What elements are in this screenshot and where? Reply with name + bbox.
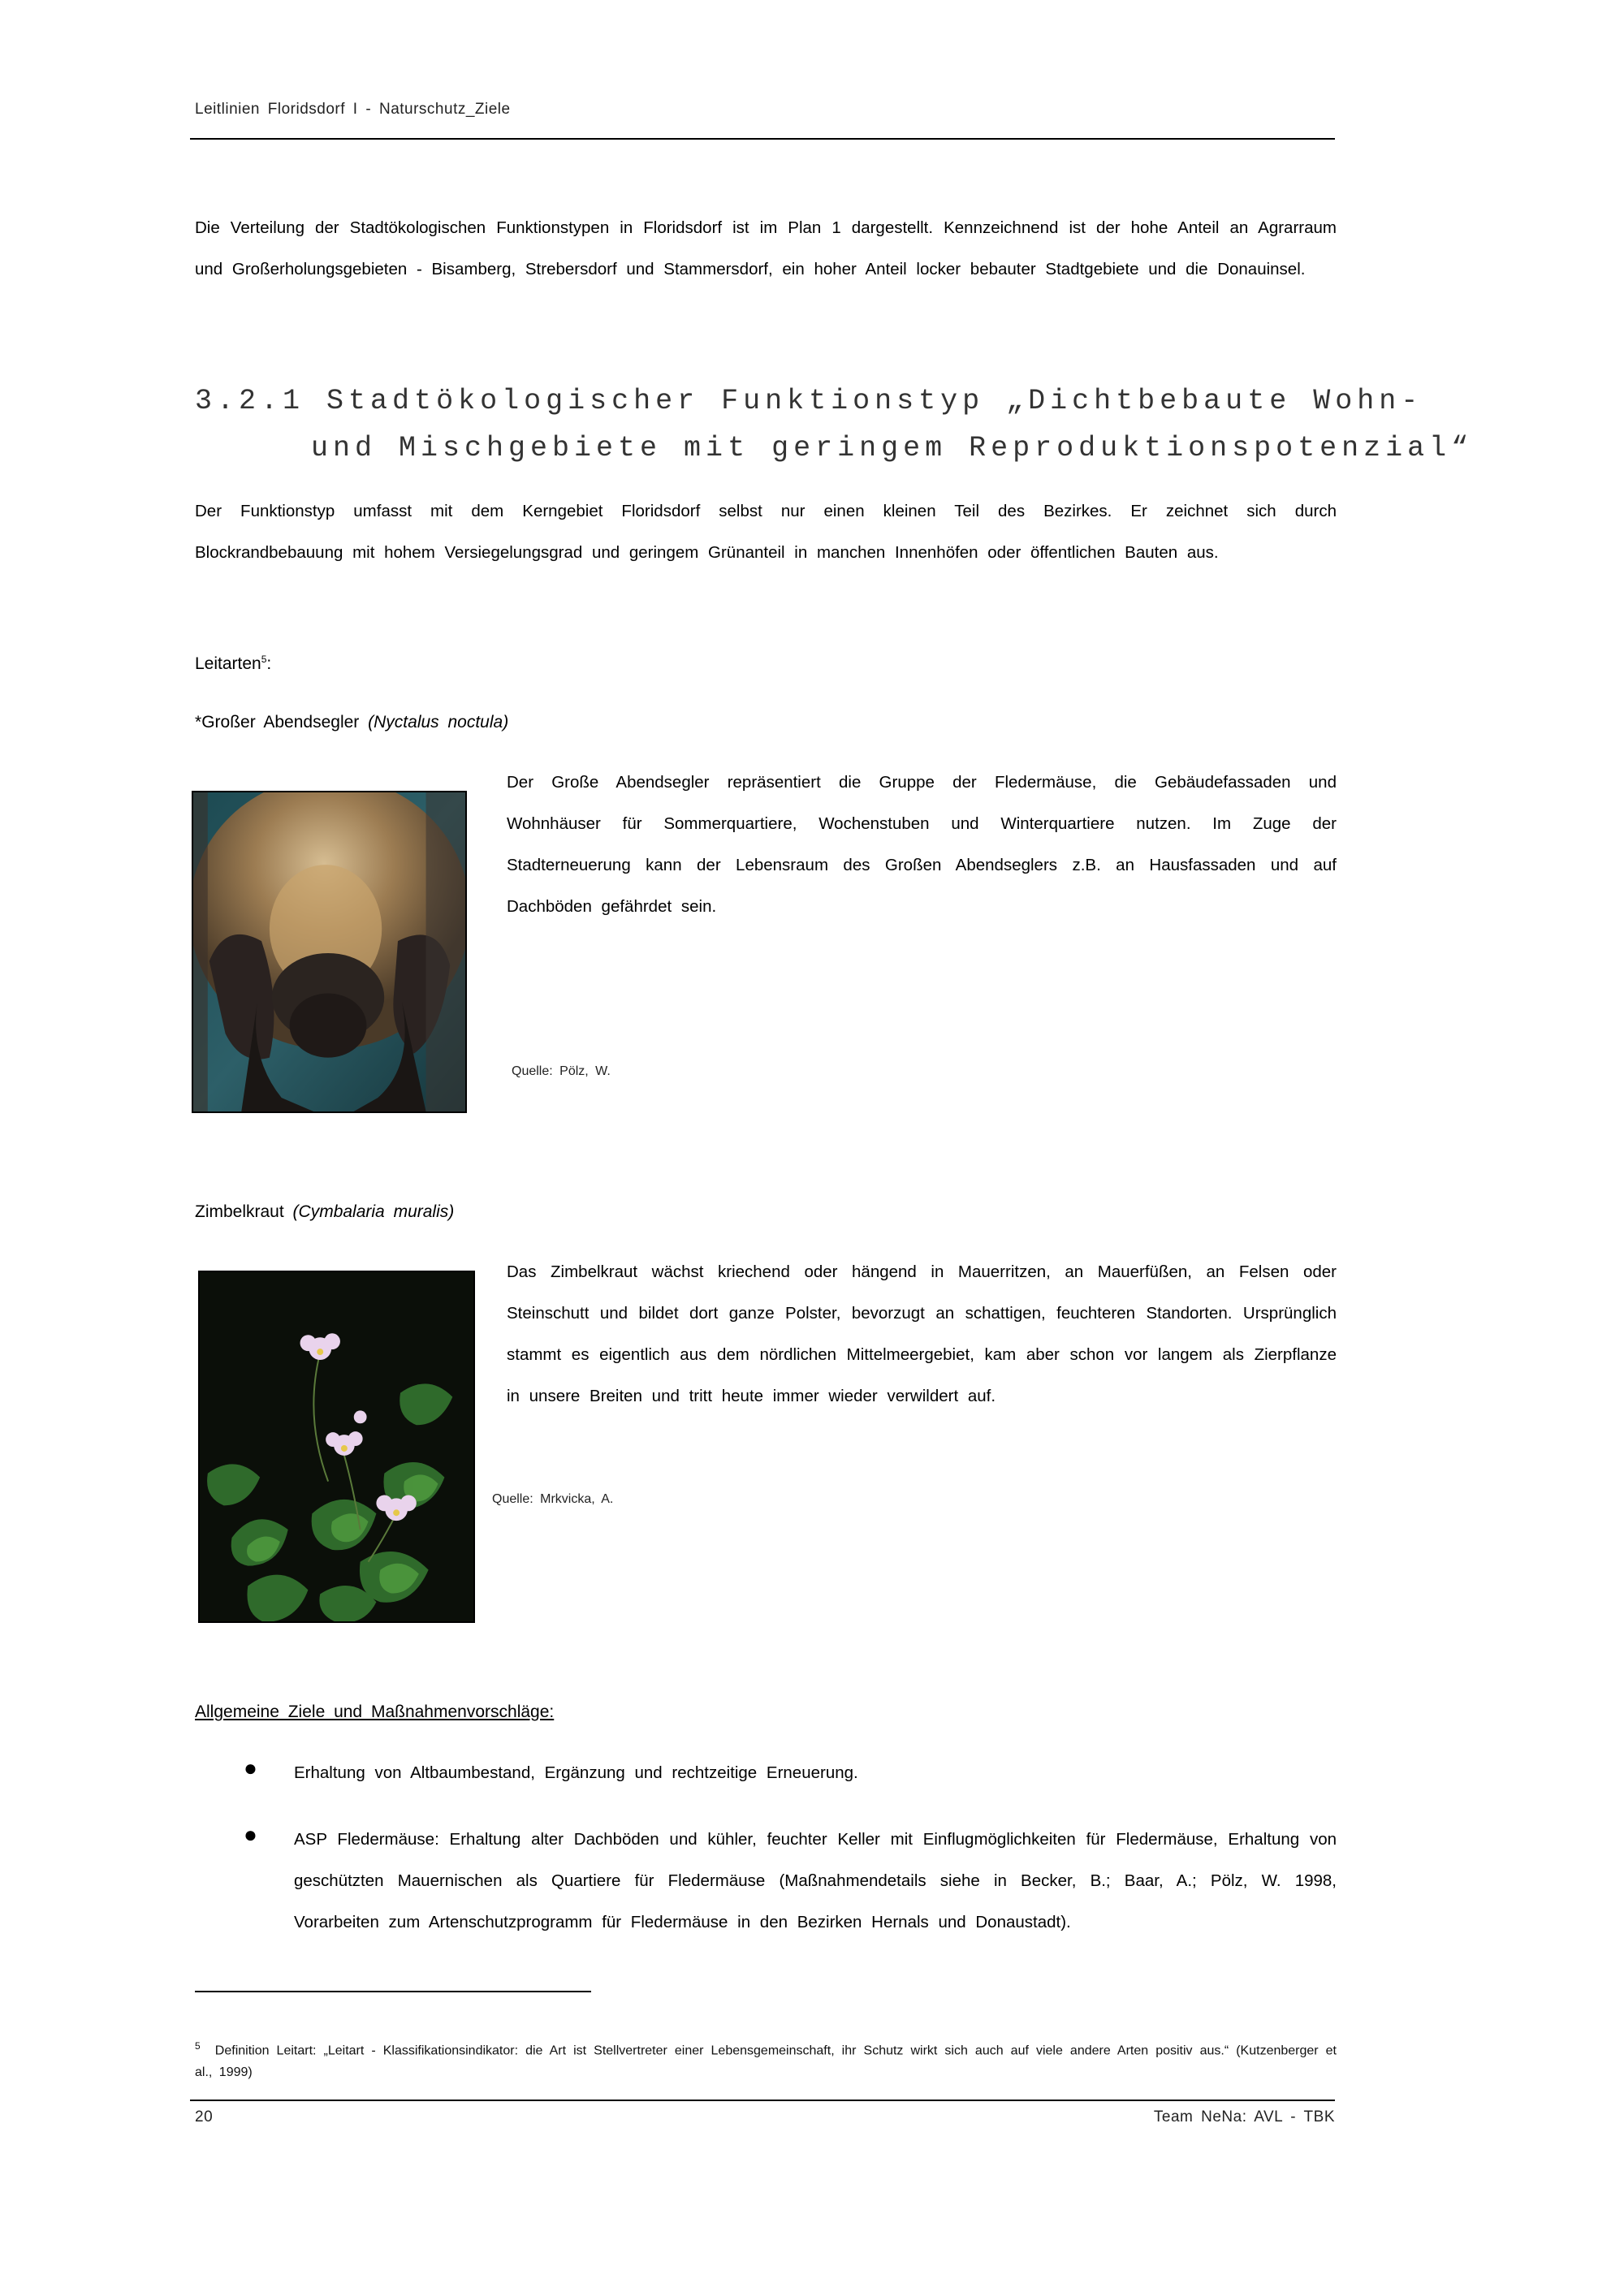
photo-source-zimbelkraut: Quelle: Mrkvicka, A. (492, 1492, 614, 1506)
running-header: Leitlinien Floridsdorf I - Naturschutz_Ziele (195, 101, 511, 118)
footnote-number: 5 (195, 2040, 201, 2052)
footnote-ref[interactable]: 5 (261, 654, 267, 665)
footnote (195, 2035, 1337, 2083)
zimbelkraut-photo (198, 1271, 475, 1623)
leitarten-label: Leitarten$^5$: (195, 654, 272, 673)
bullet-1: ● (244, 1755, 257, 1780)
goal-item-1: Erhaltung von Altbaumbestand, Ergänzung und rechtzeitige Erneuerung. (294, 1763, 858, 1782)
section-title-line1: Stadtökologischer Funktionstyp „Dichtbebaute Wohn- (326, 385, 1423, 417)
footer-rule (190, 2100, 1335, 2101)
goal-item-2: ASP Fledermäuse: Erhaltung alter Dachböden und kühler, feuchter Keller mit Einflugmöglichkeiten für Fledermäuse, Erhaltung von geschützten Mauernischen als Quartiere für Fledermäuse (Maßnahmendetails siehe in Becker, B.; Baar, A.; Pölz, W. 1998, Vorarbeiten zum Artenschutzprogramm für Fledermäuse in den Bezirken Hernals und Donaustadt). (294, 1830, 1337, 1931)
section-number: 3.2.1 (195, 385, 305, 417)
header-rule (190, 138, 1335, 140)
photo-source-bat: Quelle: Pölz, W. (512, 1064, 611, 1078)
footnote-separator (195, 1991, 591, 1992)
species-title-bat: *Großer Abendsegler (Nyctalus noctula) (195, 713, 509, 732)
section-paragraph: Der Funktionstyp umfasst mit dem Kerngebiet Floridsdorf selbst nur einen kleinen Teil des Bezirkes. Er zeichnet sich durch Blockrandbebauung mit hohem Versiegelungsgrad und geringem Grünanteil in manchen Innenhöfen oder öffentlichen Bauten aus. (195, 502, 1337, 562)
bullet-2: ● (244, 1822, 257, 1847)
section-heading (195, 385, 1423, 417)
bat-photo (192, 791, 467, 1113)
species-description-zimbelkraut: Das Zimbelkraut wächst kriechend oder hängend in Mauerritzen, an Mauerfüßen, an Felsen oder Steinschutt und bildet dort ganze Polster, bevorzugt an schattigen, feuchteren Standorten. Ursprünglich stammt es eigentlich aus dem nördlichen Mittelmeergebiet, kam aber schon vor langem als Zierpflanze in unsere Breiten und tritt heute immer wieder verwildert auf. (507, 1262, 1337, 1405)
goals-heading: Allgemeine Ziele und Maßnahmenvorschläge: (195, 1703, 555, 1721)
species-title-zimbelkraut: Zimbelkraut (Cymbalaria muralis) (195, 1202, 455, 1221)
footnote-text: Definition Leitart: „Leitart - Klassifikationsindikator: die Art ist Stellvertreter einer Lebensgemeinschaft, ihr Schutz wirkt sich auch auf viele andere Arten positiv aus.“ (Kutzenberger et al., 1999) (195, 2044, 1337, 2080)
section-title-line2: und Mischgebiete mit geringem Reproduktionspotenzial“ (311, 432, 1474, 464)
intro-paragraph: Die Verteilung der Stadtökologischen Funktionstypen in Floridsdorf ist im Plan 1 dargestellt. Kennzeichnend ist der hohe Anteil an Agrarraum und Großerholungsgebieten - Bisamberg, Strebersdorf und Stammersdorf, ein hoher Anteil locker bebauter Stadtgebiete und die Donauinsel. (195, 218, 1337, 278)
footer-team: Team NeNa: AVL - TBK (1153, 2108, 1335, 2126)
species-description-bat: Der Große Abendsegler repräsentiert die Gruppe der Fledermäuse, die Gebäudefassaden und Wohnhäuser für Sommerquartiere, Wochenstuben und Winterquartiere nutzen. Im Zuge der Stadterneuerung kann der Lebensraum des Großen Abendseglers z.B. an Hausfassaden und auf Dachböden gefährdet sein. (507, 773, 1337, 916)
species-latin-bat: (Nyctalus noctula) (368, 713, 509, 732)
species-latin-zimbelkraut: (Cymbalaria muralis) (292, 1202, 455, 1221)
page-number: 20 (195, 2108, 214, 2126)
